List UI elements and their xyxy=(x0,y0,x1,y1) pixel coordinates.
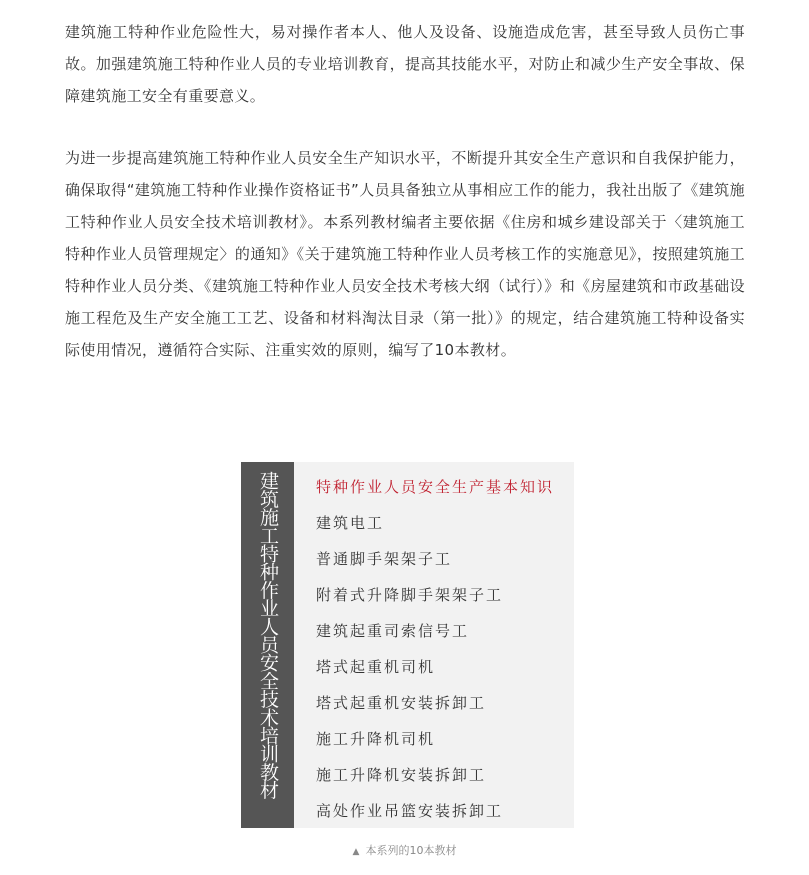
book-series-figure xyxy=(241,462,574,828)
book-list xyxy=(316,474,554,834)
book-title-rigger-signaler: 建筑起重司索信号工 xyxy=(316,622,470,640)
article-paragraph: 为进一步提高建筑施工特种作业人员安全生产知识水平，不断提升其安全生产意识和自我保护能力，确保取得“建筑施工特种作业操作资格证书”人员具备独立从事相应工作的能力，我社出版了《建筑施工特种作业人员安全技术培训教材》。本系列教材编者主要依据《住房和城乡建设部关于〈建筑施工特种作业人员管理规定〉的通知》《关于建筑施工特种作业人员考核工作的实施意见》，按照建筑施工特种作业人员分类、《建筑施工特种作业人员安全技术考核大纲（试行）》和《房屋建筑和市政基础设施工程危及生产安全施工工艺、设备和材料淘汰目录（第一批）》的规定，结合建筑施工特种设备实际使用情况，遵循符合实际、注重实效的原则，编写了10本教材。 xyxy=(65,149,745,359)
book-title-climbing-scaffolder: 附着式升降脚手架架子工 xyxy=(316,586,504,604)
article-body xyxy=(65,16,745,366)
book-title-hoist-installer: 施工升降机安装拆卸工 xyxy=(316,766,487,784)
series-title-band xyxy=(241,462,294,828)
series-title: 建筑施工特种作业人员安全技术培训教材 xyxy=(257,471,279,799)
figure-caption xyxy=(0,842,809,861)
book-title-scaffolder: 普通脚手架架子工 xyxy=(316,550,453,568)
caption-text: 本系列的10本教材 xyxy=(365,844,457,857)
triangle-up-icon: ▲ xyxy=(352,847,360,857)
book-title-gondola-installer: 高处作业吊篮安装拆卸工 xyxy=(316,802,504,820)
book-title-tower-crane-installer: 塔式起重机安装拆卸工 xyxy=(316,694,487,712)
book-title-hoist-operator: 施工升降机司机 xyxy=(316,730,436,748)
book-title-basic-knowledge: 特种作业人员安全生产基本知识 xyxy=(316,478,555,496)
book-title-electrician: 建筑电工 xyxy=(316,514,385,532)
article-paragraph: 建筑施工特种作业危险性大，易对操作者本人、他人及设备、设施造成危害，甚至导致人员伤亡事故。加强建筑施工特种作业人员的专业培训教育，提高其技能水平，对防止和减少生产安全事故、保障建筑施工安全有重要意义。 xyxy=(65,23,745,105)
book-title-tower-crane-operator: 塔式起重机司机 xyxy=(316,658,436,676)
